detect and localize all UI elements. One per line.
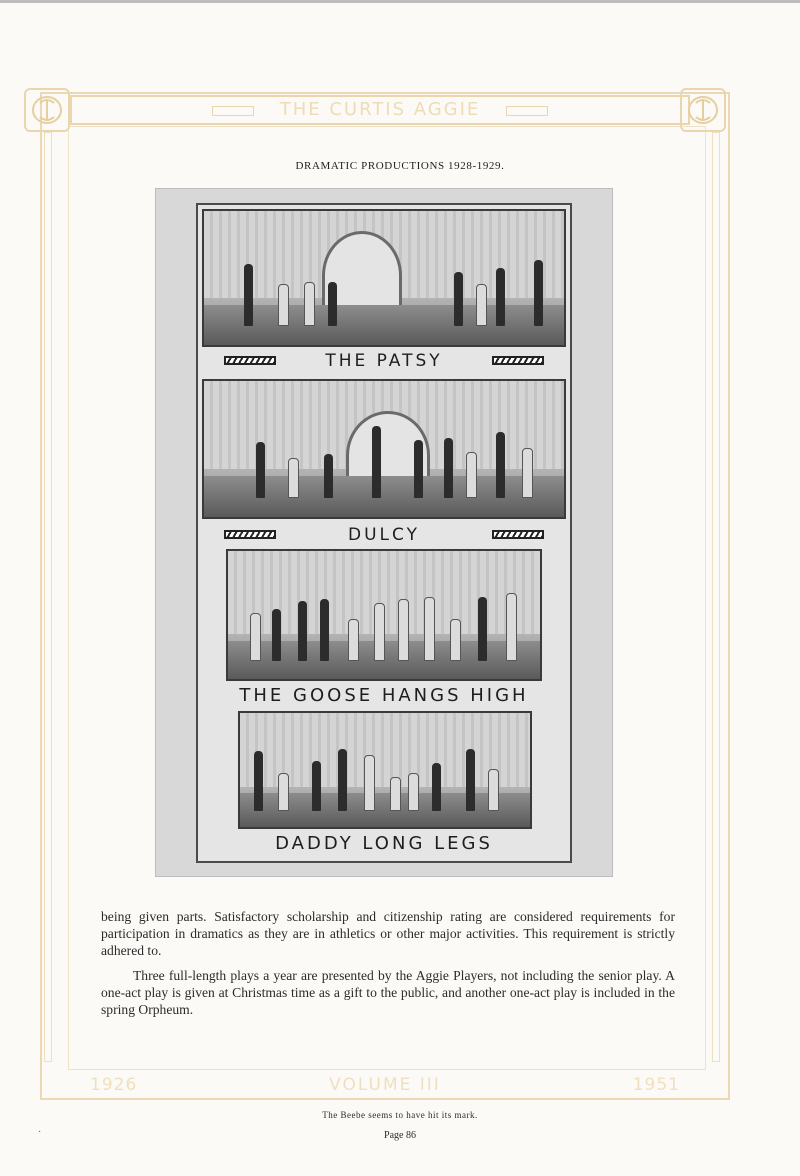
banner-title: THE CURTIS AGGIE bbox=[279, 99, 481, 120]
photo-the-goose-hangs-high bbox=[226, 549, 542, 681]
footer-volume: VOLUME III bbox=[329, 1075, 441, 1095]
ornament-bar bbox=[492, 530, 544, 539]
footer-year-left: 1926 bbox=[90, 1075, 138, 1095]
photo-dulcy bbox=[202, 379, 566, 519]
montage-mount bbox=[196, 203, 572, 863]
header-banner bbox=[70, 95, 690, 125]
ornament-bar bbox=[492, 356, 544, 365]
play-title-dulcy: DULCY bbox=[348, 525, 420, 545]
print-speck: · bbox=[38, 1127, 42, 1138]
play-title-daddy-long-legs: DADDY LONG LEGS bbox=[275, 833, 493, 854]
section-title: DRAMATIC PRODUCTIONS 1928-1929. bbox=[295, 160, 505, 172]
photo-daddy-long-legs bbox=[238, 711, 532, 829]
play-title-the-goose-hangs-high: THE GOOSE HANGS HIGH bbox=[239, 685, 529, 706]
footer-band bbox=[80, 1073, 690, 1099]
photo-caption: The Beebe seems to have hit its mark. bbox=[322, 1110, 478, 1120]
photo-the-patsy bbox=[202, 209, 566, 347]
banner-ornament-right bbox=[506, 106, 548, 116]
play-title-the-patsy: THE PATSY bbox=[325, 351, 443, 371]
footer-year-right: 1951 bbox=[632, 1075, 680, 1095]
monogram-right-icon bbox=[680, 88, 726, 132]
paragraph-2: Three full-length plays a year are presented by the Aggie Players, not including the senior play. A one-act play is given at Christmas time as a gift to the public, and another one-act play is included in the spring Orpheum. bbox=[101, 968, 675, 1017]
photo-montage bbox=[155, 188, 613, 877]
paragraph-1: being given parts. Satisfactory scholarship and citizenship rating are considered requirements for participation in dramatics as they are in athletics or other major activities. This requirement is strictly adhered to. bbox=[101, 909, 675, 958]
frame-left-rail bbox=[44, 132, 52, 1062]
top-edge bbox=[0, 0, 800, 3]
monogram-left-icon bbox=[24, 88, 70, 132]
frame-right-rail bbox=[712, 132, 720, 1062]
body-text bbox=[101, 908, 675, 1026]
page-number: Page 86 bbox=[384, 1130, 416, 1141]
